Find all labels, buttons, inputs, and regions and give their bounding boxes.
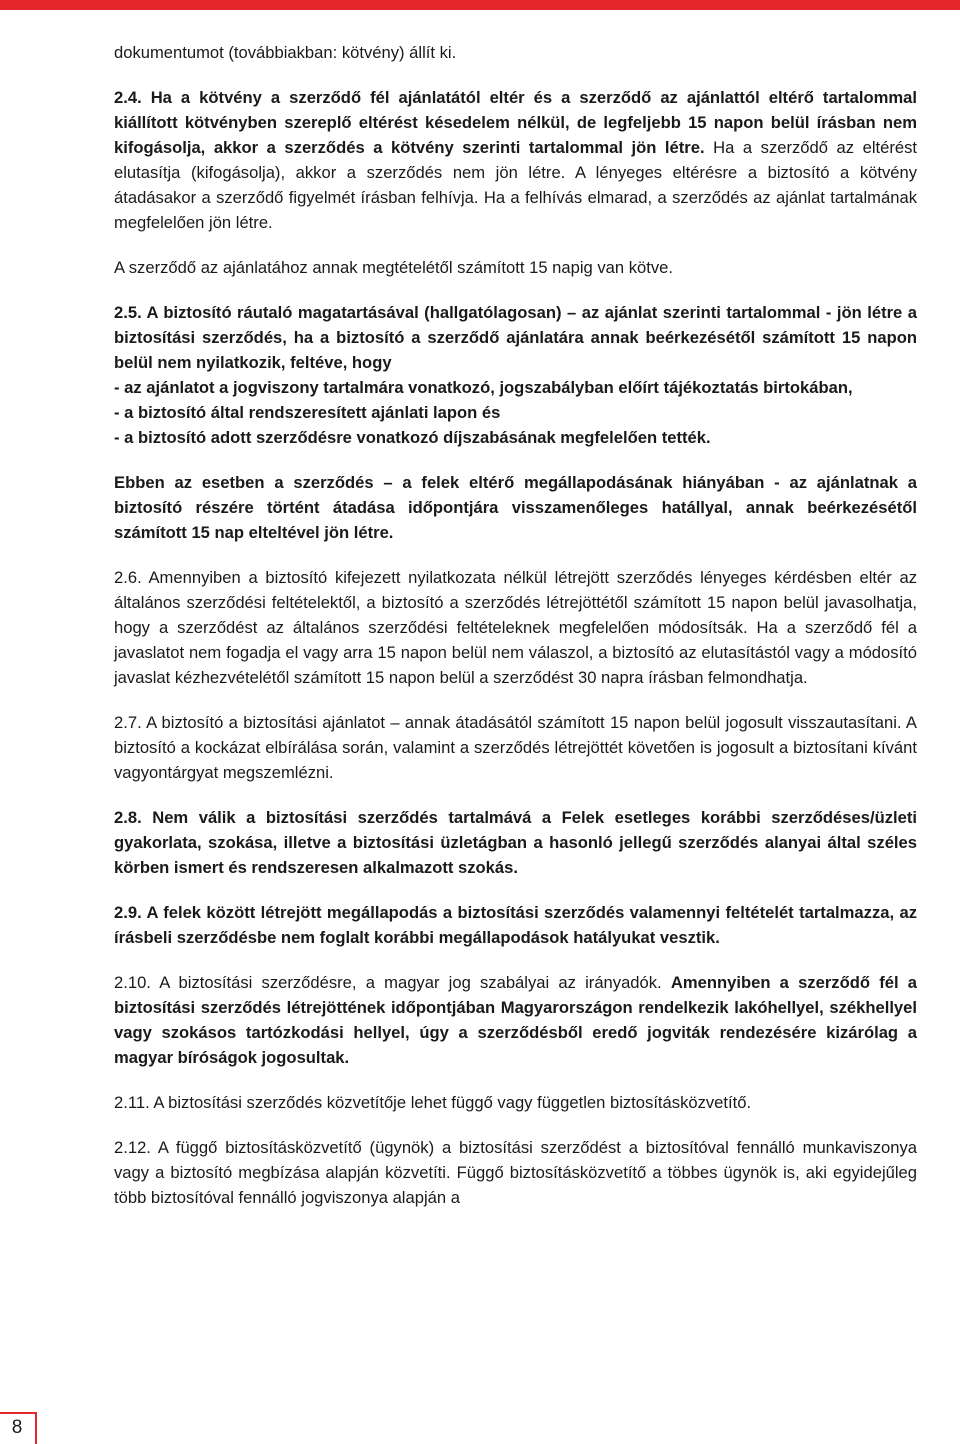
paragraph-ebben: Ebben az esetben a szerződés – a felek eltérő megállapodásának hiányában - az ajánlatnak a biztosító részére történt átadása időpontjára visszamenőleges hatállyal, annak beérkezésétől számított 15 nap elteltével jön létre. [114,473,917,542]
paragraph-2-5-condition-1: - az ajánlatot a jogviszony tartalmára vonatkozó, jogszabályban előírt tájékoztatás birtokában, [114,378,853,397]
document-body [114,40,917,1210]
page-number: 8 [11,1417,23,1438]
paragraph-2-12: 2.12. A függő biztosításközvetítő (ügynök) a biztosítási szerződést a biztosítóval fennálló munkaviszonya vagy a biztosító megbízása alapján közvetíti. Függő biztosításközvetítő a többes ügynök is, aki egyidejűleg több biztosítóval fennálló jogviszonya alapján a [114,1138,917,1207]
paragraph-2-10-normal: 2.10. A biztosítási szerződésre, a magyar jog szabályai az irányadók. [114,973,671,992]
paragraph-2-8: 2.8. Nem válik a biztosítási szerződés tartalmává a Felek esetleges korábbi szerződéses/üzleti gyakorlata, szokása, illetve a biztosítási üzletágban a hasonló jellegű szerződés alanyai által széles körben ismert és rendszeresen alkalmazott szokás. [114,808,917,877]
paragraph-2-5-condition-3: - a biztosító adott szerződésre vonatkozó díjszabásának megfelelően tették. [114,428,711,447]
paragraph-2-5 [114,300,917,450]
paragraph-2-4-bold: 2.4. Ha a kötvény a szerződő fél ajánlatától eltér és a szerződő az ajánlattól eltérő tartalommal kiállított kötvényben szereplő eltérést késedelem nélkül, de legfeljebb 15 napon belül írásban nem kifogásolja, akkor a szerződés a kötvény szerinti tartalommal jön létre. [114,88,917,157]
paragraph-2-11: 2.11. A biztosítási szerződés közvetítője lehet függő vagy független biztosításközvetítő. [114,1093,752,1112]
paragraph-2-4 [114,85,917,235]
paragraph-2-10 [114,970,917,1070]
paragraph-2-4-normal: Ha a szerződő az eltérést elutasítja (kifogásolja), akkor a szerződés nem jön létre. A lényeges eltérésre a biztosító a kötvény átadásakor a szerződő figyelmét írásban felhívja. Ha a felhívás elmarad, a szerződés az ajánlat tartalmának megfelelően jön létre. [114,138,918,232]
paragraph-2-10-bold: Amennyiben a szerződő fél a biztosítási szerződés létrejöttének időpontjában Magyarországon rendelkezik lakóhellyel, székhellyel vagy szokásos tartózkodási hellyel, úgy a szerződésből eredő jogviták rendezésére kizárólag a magyar bíróságok jogosultak. [114,973,917,1067]
paragraph-2-5-condition-2: - a biztosító által rendszeresített ajánlati lapon és [114,403,501,422]
paragraph-2-7: 2.7. A biztosító a biztosítási ajánlatot – annak átadásától számított 15 napon belül jogosult visszautasítani. A biztosító a kockázat elbírálása során, valamint a szerződés létrejöttét követően is jogosult a biztosítani kívánt vagyontárgyat megszemlézni. [114,713,917,782]
paragraph-2-5-main: 2.5. A biztosító ráutaló magatartásával (hallgatólagosan) – az ajánlat szerinti tartalommal - jön létre a biztosítási szerződés, ha a biztosító a szerződő ajánlatára annak beérkezésétől számított 15 napon belül nem nyilatkozik, feltéve, hogy [114,303,917,372]
paragraph-2-6: 2.6. Amennyiben a biztosító kifejezett nyilatkozata nélkül létrejött szerződés lényeges kérdésben eltér az általános szerződési feltételektől, a biztosító a szerződés létrejöttétől számított 15 napon belül javasolhatja, hogy a szerződést az általános szerződési feltételeknek megfelelően módosítsák. Ha a szerződő fél a javaslatot nem fogadja el vagy arra 15 napon belül nem válaszol, a biztosító az elutasítástól vagy a módosító javaslat kézhezvételétől számított 15 napon belül a szerződést 30 napra írásban felmondhatja. [114,568,917,687]
top-accent-bar [0,0,960,10]
paragraph-2-4-binding: A szerződő az ajánlatához annak megtételétől számított 15 napig van kötve. [114,258,674,277]
paragraph-2-9: 2.9. A felek között létrejött megállapodás a biztosítási szerződés valamennyi feltételét tartalmazza, az írásbeli szerződésbe nem foglalt korábbi megállapodások hatályukat vesztik. [114,903,917,947]
paragraph-continuation: dokumentumot (továbbiakban: kötvény) állít ki. [114,43,457,62]
